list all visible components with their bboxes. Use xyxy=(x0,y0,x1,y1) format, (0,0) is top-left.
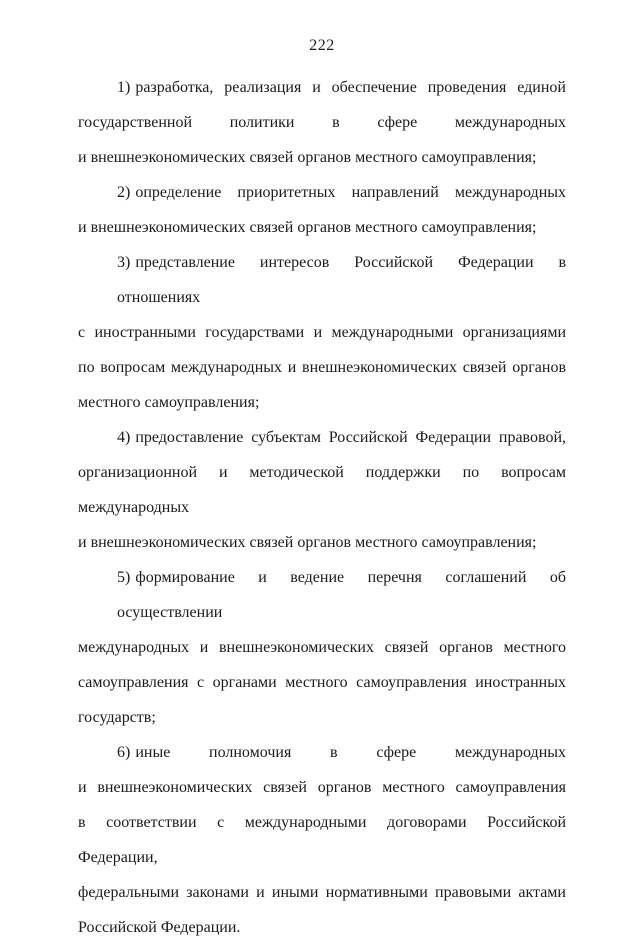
list-marker: 2) xyxy=(117,184,131,201)
page-number: 222 xyxy=(309,37,335,54)
list-marker: 4) xyxy=(117,429,131,446)
text-line: государственной политики в сфере международных xyxy=(78,114,566,131)
line-text: разработка, реализация и обеспечение проведения единой xyxy=(135,79,566,96)
list-marker: 3) xyxy=(117,254,131,271)
text-line: и внешнеэкономических связей органов местного самоуправления; xyxy=(78,219,537,236)
text-line xyxy=(78,420,566,455)
paragraph-3 xyxy=(78,245,566,420)
list-marker: 6) xyxy=(117,744,131,761)
paragraph-1 xyxy=(78,70,566,175)
line-text: предоставление субъектам Российской Федерации правовой, xyxy=(135,429,566,446)
text-line: с иностранными государствами и международными организациями xyxy=(78,324,566,341)
paragraph-4 xyxy=(78,420,566,560)
text-line: федеральными законами и иными нормативными правовыми актами xyxy=(78,884,566,901)
text-line xyxy=(78,245,566,315)
text-line xyxy=(78,70,566,105)
text-line: местного самоуправления; xyxy=(78,394,260,411)
text-line: в соответствии с международными договорами Российской Федерации, xyxy=(78,814,566,866)
text-line: организационной и методической поддержки по вопросам международных xyxy=(78,464,566,516)
text-line xyxy=(78,175,566,210)
text-line: государств; xyxy=(78,709,156,726)
line-text: определение приоритетных направлений международных xyxy=(135,184,566,201)
text-line xyxy=(78,560,566,630)
paragraph-5 xyxy=(78,560,566,735)
line-text: представление интересов Российской Федерации в отношениях xyxy=(117,254,566,306)
text-line: и внешнеэкономических связей органов местного самоуправления xyxy=(78,779,566,796)
text-line xyxy=(78,735,566,770)
text-line: и внешнеэкономических связей органов местного самоуправления; xyxy=(78,149,537,166)
paragraph-2 xyxy=(78,175,566,245)
text-line: самоуправления с органами местного самоуправления иностранных xyxy=(78,674,566,691)
list-marker: 1) xyxy=(117,79,131,96)
line-text: формирование и ведение перечня соглашений об осуществлении xyxy=(117,569,566,621)
text-line: международных и внешнеэкономических связей органов местного xyxy=(78,639,566,656)
list-marker: 5) xyxy=(117,569,131,586)
document-body xyxy=(0,70,640,945)
text-line: и внешнеэкономических связей органов местного самоуправления; xyxy=(78,534,537,551)
text-line: Российской Федерации. xyxy=(78,919,241,936)
paragraph-6 xyxy=(78,735,566,945)
text-line: по вопросам международных и внешнеэкономических связей органов xyxy=(78,359,566,376)
line-text: иные полномочия в сфере международных xyxy=(135,744,566,761)
